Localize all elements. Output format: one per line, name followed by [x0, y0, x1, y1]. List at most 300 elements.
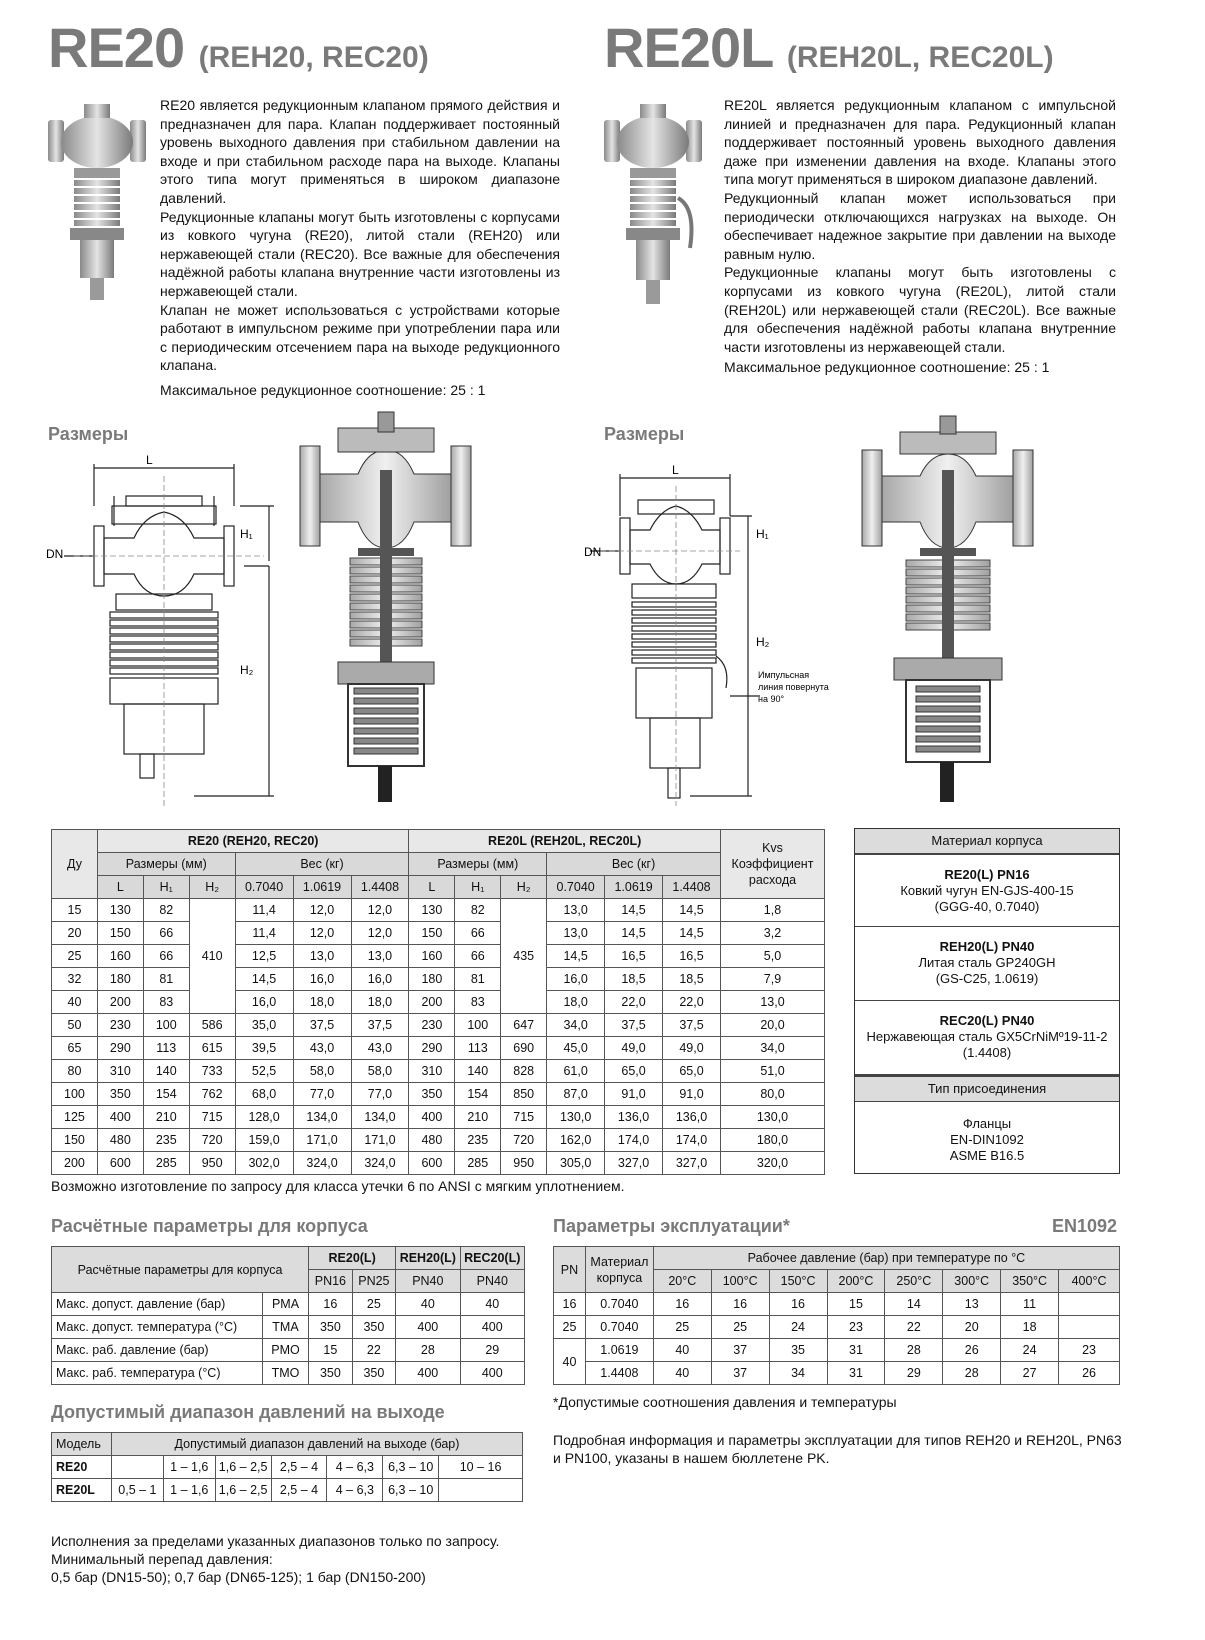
calc-table — [51, 1246, 525, 1385]
cell-h2: 586 — [189, 1014, 235, 1037]
table-cell: 113 — [143, 1037, 189, 1060]
table-cell: 29 — [885, 1362, 943, 1385]
table-cell: 37 — [711, 1339, 769, 1362]
table-cell: 310 — [97, 1060, 143, 1083]
cell-du: 65 — [52, 1037, 98, 1060]
title-main: RE20L — [604, 16, 773, 79]
connection-line: EN-DIN1092 — [950, 1132, 1024, 1147]
col-weight: Вес (кг) — [235, 853, 409, 876]
table-cell: 159,0 — [235, 1129, 293, 1152]
table-row — [52, 1037, 825, 1060]
table-cell: 16,0 — [235, 991, 293, 1014]
oper-temp: 20°C — [653, 1270, 711, 1293]
intro-paragraph: Клапан не может использоваться с устройствами которые работают в импульсном режиме при употреблении пара или с периодическим отсечением пара на выходе редукционного клапана. — [160, 301, 560, 374]
table-cell: 23 — [1059, 1339, 1120, 1362]
table-row — [52, 1293, 525, 1316]
col-du: Ду — [52, 830, 98, 899]
cell-h2: 828 — [501, 1060, 547, 1083]
table-row — [52, 1152, 825, 1175]
table-cell: 320,0 — [720, 1152, 824, 1175]
table-cell: 1,6 – 2,5 — [215, 1479, 271, 1502]
table-cell: 35 — [769, 1339, 827, 1362]
table-cell: 400 — [97, 1106, 143, 1129]
oper-col-material — [585, 1247, 653, 1293]
table-cell: 324,0 — [293, 1152, 351, 1175]
table-cell: 22 — [352, 1339, 396, 1362]
table-cell: 285 — [455, 1152, 501, 1175]
table-cell: 51,0 — [720, 1060, 824, 1083]
cell-du: 40 — [52, 991, 98, 1014]
table-cell: 39,5 — [235, 1037, 293, 1060]
range-table — [51, 1432, 523, 1502]
table-cell: 174,0 — [663, 1129, 721, 1152]
oper-mat: 1.4408 — [585, 1362, 653, 1385]
intro-paragraph: RE20L является редукционным клапаном с импульсной линией и предназначен для пара. Редукционный клапан поддерживает постоянный уровень выходного давления даже при изменении давления на входе. Клапаны этого типа могут применяться в широком диапазоне давлений. — [724, 97, 1116, 188]
table-cell: 58,0 — [293, 1060, 351, 1083]
oper-col-work: Рабочее давление (бар) при температуре по °С — [653, 1247, 1119, 1270]
calc-heading: Расчётные параметры для корпуса — [51, 1216, 368, 1236]
calc-code: PMA — [262, 1293, 308, 1316]
table-cell: 20 — [943, 1316, 1001, 1339]
oper-col-pn: PN — [554, 1247, 586, 1293]
oper-temp: 350°C — [1001, 1270, 1059, 1293]
table-cell: 91,0 — [663, 1083, 721, 1106]
table-row — [554, 1339, 1120, 1362]
col-sizes: Размеры (мм) — [409, 853, 547, 876]
label-h1: H₁ — [756, 527, 769, 541]
calc-model: REH20(L) — [396, 1247, 460, 1270]
table-cell: 83 — [455, 991, 501, 1014]
table-cell: 18,0 — [293, 991, 351, 1014]
table-row — [52, 991, 825, 1014]
table-row — [52, 1456, 523, 1479]
cell-du: 25 — [52, 945, 98, 968]
table-cell: 16 — [711, 1293, 769, 1316]
table-cell: 80,0 — [720, 1083, 824, 1106]
col-weight: 0.7040 — [235, 876, 293, 899]
calc-label: Макс. допуст. температура (°C) — [52, 1316, 263, 1339]
table-cell: 200 — [97, 991, 143, 1014]
oper-temp: 200°C — [827, 1270, 885, 1293]
table-cell: 27 — [1001, 1362, 1059, 1385]
table-cell: 37 — [711, 1362, 769, 1385]
table-cell: 350 — [352, 1362, 396, 1385]
table-cell: 200 — [409, 991, 455, 1014]
intro-re20 — [160, 96, 560, 400]
table-cell: 83 — [143, 991, 189, 1014]
table-cell: 327,0 — [663, 1152, 721, 1175]
table-cell: 16,0 — [547, 968, 605, 991]
table-row — [52, 1060, 825, 1083]
material-line: Нержавеющая сталь GX5CrNiMº19-11-2 — [866, 1029, 1108, 1044]
table-cell: 14,5 — [663, 899, 721, 922]
table-cell: 66 — [455, 922, 501, 945]
valve-photo-re20l — [600, 98, 710, 313]
table-cell: 24 — [769, 1316, 827, 1339]
col-size: L — [97, 876, 143, 899]
table-cell: 14 — [885, 1293, 943, 1316]
table-cell: 22 — [885, 1316, 943, 1339]
table-cell: 290 — [97, 1037, 143, 1060]
dimensions-table — [51, 829, 825, 1175]
table-cell: 58,0 — [351, 1060, 409, 1083]
cell-du: 200 — [52, 1152, 98, 1175]
table-cell: 25 — [653, 1316, 711, 1339]
connection-line: ASME B16.5 — [949, 1148, 1025, 1163]
dims-heading-right: Размеры — [604, 424, 685, 444]
col-weight: 1.0619 — [605, 876, 663, 899]
calc-code: TMO — [262, 1362, 308, 1385]
col-size: L — [409, 876, 455, 899]
table-row — [52, 1129, 825, 1152]
table-cell: 26 — [1059, 1362, 1120, 1385]
table-row — [52, 968, 825, 991]
table-cell: 13 — [943, 1293, 1001, 1316]
table-cell: 400 — [460, 1316, 524, 1339]
table-cell: 34 — [769, 1362, 827, 1385]
cell-du: 125 — [52, 1106, 98, 1129]
intro-paragraph: Редукционные клапаны могут быть изготовлены с корпусами из ковкого чугуна (RE20), литой стали (REH20) или нержавеющей стали (REC20). Все важные для обеспечения надёжной работы клапана внутренние части изготовлены из нержавеющей стали. — [160, 208, 560, 299]
table-cell: 1 – 1,6 — [163, 1456, 215, 1479]
table-cell: 130,0 — [547, 1106, 605, 1129]
cell-h2: 410 — [189, 899, 235, 1014]
table-cell: 2,5 – 4 — [271, 1456, 327, 1479]
range-note: Минимальный перепад давления: — [51, 1551, 273, 1567]
table-cell: 31 — [827, 1362, 885, 1385]
table-cell: 11,4 — [235, 922, 293, 945]
table-cell: 18 — [1001, 1316, 1059, 1339]
dims-heading-left: Размеры — [48, 424, 129, 444]
cell-h2: 950 — [501, 1152, 547, 1175]
table-cell: 1,8 — [720, 899, 824, 922]
table-cell: 154 — [143, 1083, 189, 1106]
table-cell: 34,0 — [720, 1037, 824, 1060]
dimension-drawing-re20l — [580, 456, 840, 816]
col-size: H₂ — [501, 876, 547, 899]
range-model: RE20L — [52, 1479, 112, 1502]
table-cell: 235 — [143, 1129, 189, 1152]
table-cell: 16,0 — [351, 968, 409, 991]
table-cell: 81 — [143, 968, 189, 991]
table-cell: 18,5 — [663, 968, 721, 991]
range-heading: Допустимый диапазон давлений на выходе — [51, 1402, 445, 1422]
table-cell: 16 — [653, 1293, 711, 1316]
material-title: REC20(L) PN40 — [939, 1013, 1035, 1028]
table-cell: 350 — [309, 1362, 353, 1385]
col-weight: 1.4408 — [663, 876, 721, 899]
kvs-line: Коэффициент — [731, 857, 814, 871]
cell-h2: 762 — [189, 1083, 235, 1106]
table-cell: 40 — [396, 1293, 460, 1316]
table-cell: 65,0 — [605, 1060, 663, 1083]
table-cell: 14,5 — [235, 968, 293, 991]
oper-info: Подробная информация и параметры эксплуатации для типов REH20 и REH20L, PN63 и PN100, указаны в нашем бюллетене PK. — [553, 1432, 1122, 1466]
label-l: L — [146, 453, 153, 467]
calc-pn: PN16 — [309, 1270, 353, 1293]
material-line: Ковкий чугун EN-GJS-400-15 — [900, 883, 1074, 898]
cell-h2: 715 — [501, 1106, 547, 1129]
table-cell — [111, 1456, 163, 1479]
cell-h2: 720 — [501, 1129, 547, 1152]
table-cell: 350 — [409, 1083, 455, 1106]
material-item — [855, 927, 1119, 1001]
col-group-re20: RE20 (REH20, REC20) — [97, 830, 409, 853]
calc-pn: PN40 — [460, 1270, 524, 1293]
table-cell: 210 — [455, 1106, 501, 1129]
table-cell: 65,0 — [663, 1060, 721, 1083]
material-header: Материал корпуса — [855, 829, 1119, 855]
table-cell: 6,3 – 10 — [383, 1479, 439, 1502]
table-cell: 28 — [885, 1339, 943, 1362]
table-cell: 11 — [1001, 1293, 1059, 1316]
cell-h2: 720 — [189, 1129, 235, 1152]
table-cell: 13,0 — [547, 899, 605, 922]
table-cell: 480 — [409, 1129, 455, 1152]
table-row — [52, 922, 825, 945]
table-cell: 49,0 — [605, 1037, 663, 1060]
oper-temp: 400°C — [1059, 1270, 1120, 1293]
table-cell: 49,0 — [663, 1037, 721, 1060]
table-row — [554, 1293, 1120, 1316]
table-row — [554, 1316, 1120, 1339]
oper-mat: 0.7040 — [585, 1293, 653, 1316]
table-cell: 25 — [711, 1316, 769, 1339]
table-cell: 37,5 — [605, 1014, 663, 1037]
table-cell: 16,0 — [293, 968, 351, 991]
table-cell: 16,5 — [605, 945, 663, 968]
table-cell: 134,0 — [351, 1106, 409, 1129]
table-cell: 174,0 — [605, 1129, 663, 1152]
table-cell: 140 — [143, 1060, 189, 1083]
table-cell: 43,0 — [293, 1037, 351, 1060]
table-cell: 12,0 — [293, 899, 351, 922]
table-cell: 16,5 — [663, 945, 721, 968]
oper-pn: 40 — [554, 1339, 586, 1385]
table-cell: 285 — [143, 1152, 189, 1175]
reduction-ratio: Максимальное редукционное соотношение: 25 : 1 — [160, 381, 486, 398]
oper-footnote: *Допустимые соотношения давления и температуры — [553, 1394, 897, 1410]
title-re20 — [48, 16, 429, 79]
table-cell: 235 — [455, 1129, 501, 1152]
range-col-model: Модель — [52, 1433, 112, 1456]
cell-h2: 850 — [501, 1083, 547, 1106]
impulse-label-3: на 90° — [758, 694, 785, 704]
impulse-label-1: Импульсная — [758, 670, 810, 680]
valve-photo-re20 — [44, 98, 154, 308]
table-cell: 400 — [409, 1106, 455, 1129]
table-cell: 113 — [455, 1037, 501, 1060]
col-size: H₁ — [143, 876, 189, 899]
oper-mat: 0.7040 — [585, 1316, 653, 1339]
table-cell: 18,0 — [547, 991, 605, 1014]
table-cell: 0,5 – 1 — [111, 1479, 163, 1502]
table-cell: 13,0 — [351, 945, 409, 968]
reduction-ratio: Максимальное редукционное соотношение: 25 : 1 — [724, 359, 1050, 376]
table-cell: 14,5 — [605, 922, 663, 945]
table-cell: 324,0 — [351, 1152, 409, 1175]
table-cell: 2,5 – 4 — [271, 1479, 327, 1502]
table-cell: 12,5 — [235, 945, 293, 968]
cell-du: 20 — [52, 922, 98, 945]
table-cell: 66 — [143, 945, 189, 968]
calc-label: Макс. раб. давление (бар) — [52, 1339, 263, 1362]
table-cell: 14,5 — [663, 922, 721, 945]
table-cell: 31 — [827, 1339, 885, 1362]
table-cell: 136,0 — [605, 1106, 663, 1129]
kvs-line: Kvs — [762, 841, 783, 855]
table-cell: 29 — [460, 1339, 524, 1362]
table-cell: 134,0 — [293, 1106, 351, 1129]
impulse-label-2: линия повернута — [758, 682, 829, 692]
table-row — [554, 1362, 1120, 1385]
title-main: RE20 — [48, 16, 185, 79]
table-cell: 13,0 — [293, 945, 351, 968]
table-cell: 66 — [143, 922, 189, 945]
calc-code: PMO — [262, 1339, 308, 1362]
title-re20l — [604, 16, 1054, 79]
calc-label: Макс. раб. температура (°C) — [52, 1362, 263, 1385]
table-cell: 28 — [396, 1339, 460, 1362]
table-cell: 12,0 — [293, 922, 351, 945]
table-cell: 305,0 — [547, 1152, 605, 1175]
table-row — [52, 1316, 525, 1339]
calc-model: REC20(L) — [460, 1247, 524, 1270]
table-cell: 52,5 — [235, 1060, 293, 1083]
material-line: (1.4408) — [962, 1045, 1012, 1060]
table-cell: 37,5 — [351, 1014, 409, 1037]
table-cell: 130 — [97, 899, 143, 922]
intro-paragraph: Редукционные клапаны могут быть изготовлены с корпусами из ковкого чугуна (RE20L), литой стали (REH20L) или нержавеющей стали (REC20L). Все важные для обеспечения надёжной работы клапана внутренние части изготовлены из нержавеющей стали. — [724, 264, 1116, 355]
range-col-range: Допустимый диапазон давлений на выходе (бар) — [111, 1433, 522, 1456]
label-h2: H₂ — [240, 663, 254, 677]
table-cell: 180 — [409, 968, 455, 991]
col-weight: 0.7040 — [547, 876, 605, 899]
table-cell: 100 — [143, 1014, 189, 1037]
table-cell: 81 — [455, 968, 501, 991]
table-cell: 400 — [396, 1362, 460, 1385]
table-cell: 600 — [97, 1152, 143, 1175]
table-cell: 150 — [97, 922, 143, 945]
table-row — [52, 1479, 523, 1502]
table-cell: 160 — [97, 945, 143, 968]
oper-temp: 100°C — [711, 1270, 769, 1293]
label-h1: H₁ — [240, 527, 253, 541]
table-cell: 480 — [97, 1129, 143, 1152]
table-row — [52, 1339, 525, 1362]
oper-temp: 150°C — [769, 1270, 827, 1293]
table-cell: 18,5 — [605, 968, 663, 991]
dimension-drawing-re20 — [44, 446, 294, 816]
table-cell — [1059, 1316, 1120, 1339]
table-cell: 23 — [827, 1316, 885, 1339]
table-cell: 37,5 — [663, 1014, 721, 1037]
table-cell: 82 — [143, 899, 189, 922]
table-cell: 61,0 — [547, 1060, 605, 1083]
cell-du: 50 — [52, 1014, 98, 1037]
table-row — [52, 945, 825, 968]
calc-col-label: Расчётные параметры для корпуса — [52, 1247, 309, 1293]
label-dn: DN — [46, 547, 64, 561]
table-cell: 77,0 — [351, 1083, 409, 1106]
connection-type — [855, 1102, 1119, 1164]
table-cell: 91,0 — [605, 1083, 663, 1106]
table-cell: 28 — [943, 1362, 1001, 1385]
oper-standard: EN1092 — [1052, 1216, 1118, 1236]
table-cell — [439, 1479, 523, 1502]
table-cell: 14,5 — [605, 899, 663, 922]
table-cell: 87,0 — [547, 1083, 605, 1106]
table-cell: 22,0 — [663, 991, 721, 1014]
table-cell: 40 — [460, 1293, 524, 1316]
table-cell: 40 — [653, 1362, 711, 1385]
cell-du: 15 — [52, 899, 98, 922]
table-cell: 6,3 – 10 — [383, 1456, 439, 1479]
table-cell: 350 — [352, 1316, 396, 1339]
cell-h2: 690 — [501, 1037, 547, 1060]
material-line: (GGG-40, 0.7040) — [934, 899, 1040, 914]
table-cell: 82 — [455, 899, 501, 922]
intro-paragraph: Редукционный клапан может использоваться при периодически отключающихся нагрузках на выходе. Он обеспечивает надежное закрытие при давлении на выходе равным нулю. — [724, 189, 1116, 262]
label-dn: DN — [584, 545, 602, 559]
table-cell: 12,0 — [351, 922, 409, 945]
table-row — [52, 1083, 825, 1106]
range-notes — [51, 1532, 499, 1586]
cutaway-drawing-re20 — [298, 410, 473, 810]
table-cell: 600 — [409, 1152, 455, 1175]
intro-paragraph: RE20 является редукционным клапаном прямого действия и предназначен для пара. Клапан поддерживает постоянный уровень выходного давления при стабильном давлении на входе и при стабильном расходе пара на выходе. Клапаны этого типа могут применяться в широком диапазоне давлений. — [160, 97, 560, 206]
calc-label: Макс. допуст. давление (бар) — [52, 1293, 263, 1316]
table-cell: 350 — [97, 1083, 143, 1106]
connection-header: Тип присоединения — [855, 1075, 1119, 1102]
intro-re20l — [724, 96, 1116, 377]
table-cell: 13,0 — [547, 922, 605, 945]
connection-line: Фланцы — [962, 1116, 1012, 1131]
table-row — [52, 899, 825, 922]
table-cell: 400 — [460, 1362, 524, 1385]
table-cell: 15 — [827, 1293, 885, 1316]
label-l: L — [672, 463, 679, 477]
table-cell: 16 — [309, 1293, 353, 1316]
cell-h2: 950 — [189, 1152, 235, 1175]
label-h2: H₂ — [756, 635, 770, 649]
table-cell: 230 — [409, 1014, 455, 1037]
table-cell: 77,0 — [293, 1083, 351, 1106]
table-cell: 100 — [455, 1014, 501, 1037]
table-cell: 22,0 — [605, 991, 663, 1014]
table-cell: 160 — [409, 945, 455, 968]
leakage-note: Возможно изготовление по запросу для класса утечки 6 по ANSI с мягким уплотнением. — [51, 1178, 625, 1194]
table-cell: 35,0 — [235, 1014, 293, 1037]
material-box — [854, 828, 1120, 1174]
table-cell: 45,0 — [547, 1037, 605, 1060]
table-row — [52, 1106, 825, 1129]
cell-du: 32 — [52, 968, 98, 991]
table-cell: 15 — [309, 1339, 353, 1362]
table-cell: 40 — [653, 1339, 711, 1362]
kvs-line: расхода — [748, 873, 797, 887]
oper-mat-line: Материал — [590, 1254, 649, 1269]
col-weight: 1.4408 — [351, 876, 409, 899]
cell-h2: 715 — [189, 1106, 235, 1129]
oper-pn: 16 — [554, 1293, 586, 1316]
col-group-re20l: RE20L (REH20L, REC20L) — [409, 830, 721, 853]
table-cell — [1059, 1293, 1120, 1316]
cell-h2: 435 — [501, 899, 547, 1014]
cell-h2: 615 — [189, 1037, 235, 1060]
col-size: H₂ — [189, 876, 235, 899]
table-cell: 154 — [455, 1083, 501, 1106]
table-cell: 34,0 — [547, 1014, 605, 1037]
